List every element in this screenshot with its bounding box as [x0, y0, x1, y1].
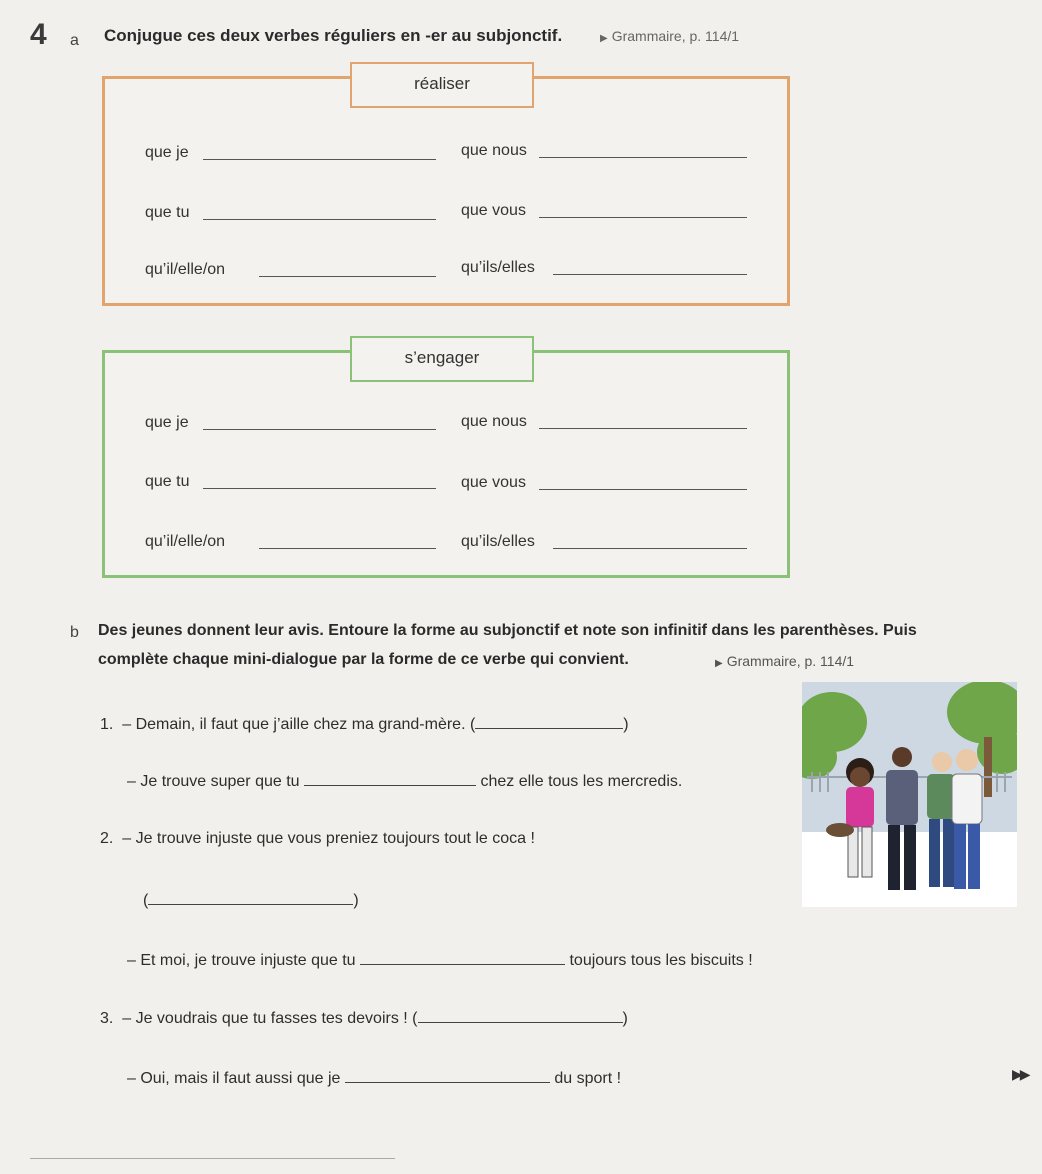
answer-blank[interactable] [304, 771, 476, 786]
pronoun-que-tu: que tu [145, 473, 190, 490]
part-b-instruction-line1: Des jeunes donnent leur avis. Entoure la forme au subjonctif et note son infinitif dans les parenthèses. Puis [98, 622, 917, 639]
pronoun-quils-elles: qu’ils/elles [461, 533, 535, 550]
dialogue-text: – Oui, mais il faut aussi que je [127, 1070, 341, 1087]
paren-close: ) [623, 716, 629, 733]
arrow-right-icon: ▶ [715, 658, 723, 669]
pronoun-que-je: que je [145, 414, 189, 431]
answer-blank[interactable] [259, 548, 436, 549]
exercise-number: 4 [30, 18, 47, 51]
answer-blank[interactable] [553, 548, 747, 549]
pronoun-que-vous: que vous [461, 202, 526, 219]
dialogue-text: – Demain, il faut que j’aille chez ma grand-mère. ( [122, 716, 476, 733]
answer-blank[interactable] [360, 950, 565, 965]
next-page-icon: ▶▶ [1012, 1066, 1028, 1082]
part-b-instruction-line2: complète chaque mini-dialogue par la forme de ce verbe qui convient. [98, 651, 629, 668]
pronoun-que-nous: que nous [461, 413, 527, 430]
dialogue-number: 1. [100, 716, 114, 733]
arrow-right-icon: ▶ [600, 33, 608, 44]
dialogue-3-line-b [127, 1068, 621, 1088]
part-a-reference-text: Grammaire, p. 114/1 [611, 28, 740, 44]
paren-close: ) [622, 1010, 628, 1027]
dialogue-text: du sport ! [554, 1070, 622, 1087]
part-b-reference-text: Grammaire, p. 114/1 [726, 653, 855, 669]
pronoun-que-tu: que tu [145, 204, 190, 221]
answer-blank[interactable] [345, 1068, 550, 1083]
dialogue-3-line-a [100, 1008, 628, 1028]
infinitive-blank[interactable] [475, 714, 623, 729]
infinitive-blank[interactable] [418, 1008, 623, 1023]
dialogue-2-line-a [100, 830, 535, 848]
answer-blank[interactable] [553, 274, 747, 275]
dialogue-text: – Je voudrais que tu fasses tes devoirs ! ( [122, 1010, 418, 1027]
pronoun-quils-elles: qu’ils/elles [461, 259, 535, 276]
dialogue-1-line-a [100, 714, 629, 734]
footer-divider [30, 1158, 395, 1159]
answer-blank[interactable] [539, 489, 747, 490]
answer-blank[interactable] [539, 428, 747, 429]
part-a-letter: a [70, 32, 79, 49]
answer-blank[interactable] [203, 488, 436, 489]
paren-close: ) [353, 892, 359, 909]
dialogue-text: – Et moi, je trouve injuste que tu [127, 952, 356, 969]
answer-blank[interactable] [539, 157, 747, 158]
dialogue-2-infinitive [143, 890, 359, 910]
answer-blank[interactable] [203, 429, 436, 430]
dialogue-number: 2. [100, 830, 114, 847]
part-a-instruction: Conjugue ces deux verbes réguliers en -er au subjonctif. [104, 26, 563, 45]
conjugation-box-sengager [102, 350, 790, 578]
part-a-reference [600, 28, 739, 44]
answer-blank[interactable] [203, 159, 436, 160]
dialogue-1-line-b [127, 771, 682, 791]
paren-open: ( [143, 892, 149, 909]
pronoun-quil-elle-on: qu’il/elle/on [145, 533, 226, 550]
verb-tab-sengager: s’engager [350, 336, 534, 382]
infinitive-blank[interactable] [148, 890, 353, 905]
answer-blank[interactable] [539, 217, 747, 218]
pronoun-que-vous: que vous [461, 474, 526, 491]
pronoun-quil-elle-on: qu’il/elle/on [145, 261, 226, 278]
verb-tab-realiser: réaliser [350, 62, 534, 108]
answer-blank[interactable] [259, 276, 436, 277]
dialogue-text: chez elle tous les mercredis. [480, 773, 683, 790]
dialogue-text: toujours tous les biscuits ! [569, 952, 753, 969]
dialogue-text: – Je trouve injuste que vous preniez toujours tout le coca ! [122, 830, 535, 847]
teenagers-illustration [802, 682, 1017, 907]
pronoun-que-je: que je [145, 144, 189, 161]
conjugation-box-realiser [102, 76, 790, 306]
dialogue-text: – Je trouve super que tu [127, 773, 300, 790]
pronoun-que-nous: que nous [461, 142, 527, 159]
answer-blank[interactable] [203, 219, 436, 220]
dialogue-2-line-b [127, 950, 753, 970]
dialogue-number: 3. [100, 1010, 114, 1027]
part-b-reference [715, 653, 854, 669]
part-b-letter: b [70, 624, 79, 641]
